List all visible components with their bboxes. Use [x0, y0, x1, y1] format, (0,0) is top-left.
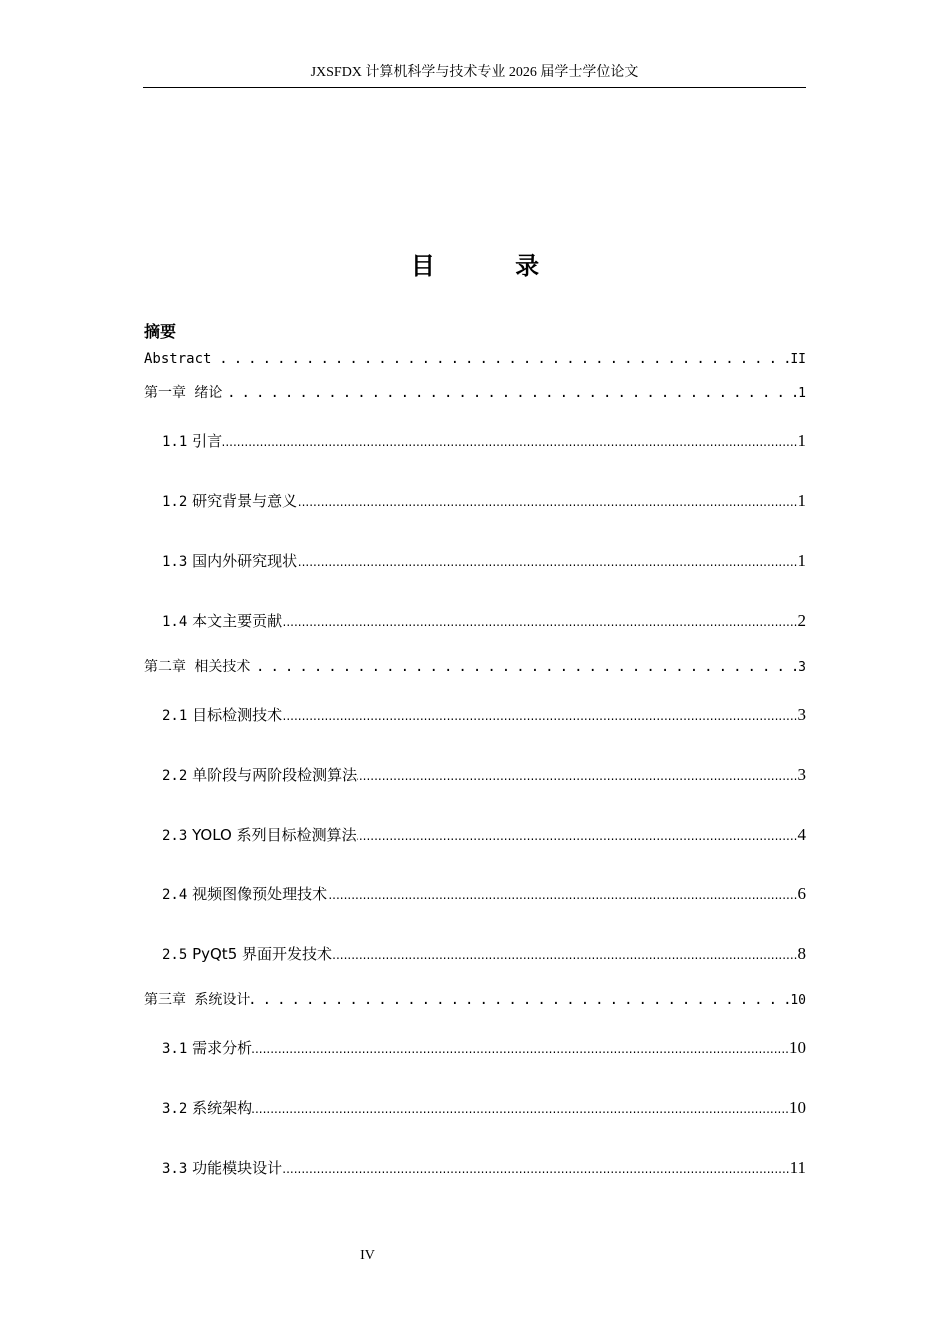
toc-entry-page: 8: [797, 944, 806, 963]
toc-chapter-entry[interactable]: [144, 350, 806, 369]
toc-entry-label: 引言: [192, 432, 223, 450]
toc-entry-label: 单阶段与两阶段检测算法: [192, 766, 358, 784]
dot-leader: [357, 765, 797, 786]
toc-entry-label: 第二章 相关技术: [144, 659, 251, 675]
toc-entry-number: 3.2: [162, 1101, 188, 1117]
toc-section-entry[interactable]: [144, 611, 806, 632]
toc-entry-page: 1: [797, 431, 806, 450]
dot-leader: [327, 884, 797, 905]
dot-leader: [222, 384, 798, 402]
dot-leader: [211, 350, 790, 368]
toc-entry-page: 3: [797, 765, 806, 784]
toc-entry-page: 10: [789, 1098, 806, 1117]
toc-entry-label: 系统架构: [192, 1099, 253, 1117]
toc-entry-label: 本文主要贡献: [192, 612, 283, 630]
toc-entry-page: 6: [797, 884, 806, 903]
toc-entry-page: 10: [790, 993, 806, 1008]
toc-entry-number: 3.1: [162, 1041, 188, 1057]
toc-entry-number: 1.2: [162, 494, 188, 510]
toc-entry-number: 2.1: [162, 708, 188, 724]
toc-chapter-entry[interactable]: [144, 384, 806, 403]
toc-chapter-entry[interactable]: [144, 658, 806, 677]
toc-entry-number: 2.3: [162, 828, 188, 844]
toc-section-entry[interactable]: [144, 884, 806, 905]
dot-leader: [282, 1158, 790, 1179]
toc-section-entry[interactable]: [144, 1158, 806, 1179]
toc-section-entry[interactable]: [144, 944, 806, 965]
toc-entry-label: YOLO 系列目标检测算法: [192, 826, 357, 844]
toc-section-entry[interactable]: [144, 551, 806, 572]
toc-section-entry[interactable]: [144, 825, 806, 846]
toc-entry-page: 2: [797, 611, 806, 630]
page-number: IV: [360, 1248, 375, 1263]
toc-entry-label: 第三章 系统设计: [144, 992, 251, 1008]
header-rule: [143, 87, 806, 88]
toc-entry-page: 11: [789, 1158, 806, 1177]
toc-entry-page: 1: [797, 551, 806, 570]
toc-title: 目 录: [410, 252, 576, 280]
toc-entry-page: 3: [798, 660, 806, 675]
toc-entry-number: 2.4: [162, 887, 188, 903]
toc-entry-label: 第一章 绪论: [144, 385, 223, 401]
dot-leader: [252, 1038, 789, 1059]
toc-entry-label: 需求分析: [192, 1039, 253, 1057]
dot-leader: [297, 551, 797, 572]
toc-entry-number: 3.3: [162, 1161, 188, 1177]
dot-leader: [332, 944, 797, 965]
toc-chapter-entry[interactable]: [144, 991, 806, 1010]
toc-entry-label: 功能模块设计: [192, 1159, 283, 1177]
toc-entry-label: 目标检测技术: [192, 706, 283, 724]
toc-entry-number: 2.2: [162, 768, 188, 784]
toc-entry-number: 1.4: [162, 614, 188, 630]
dot-leader: [252, 1098, 789, 1119]
dot-leader: [222, 431, 797, 452]
toc-entry-label: PyQt5 界面开发技术: [192, 945, 333, 963]
dot-leader: [250, 991, 790, 1009]
toc-section-entry[interactable]: [144, 705, 806, 726]
toc-entry-number: 1.3: [162, 554, 188, 570]
toc-entry-number: 2.5: [162, 947, 188, 963]
toc-entry-page: 1: [798, 386, 806, 401]
toc-entry-page: 3: [797, 705, 806, 724]
toc-entry-label: 视频图像预处理技术: [192, 885, 328, 903]
toc-entry-label: 研究背景与意义: [192, 492, 298, 510]
toc-section-entry[interactable]: [144, 431, 806, 452]
dot-leader: [357, 825, 798, 846]
toc-entry-page: 1: [797, 491, 806, 510]
running-header: JXSFDX 计算机科学与技术专业 2026 届学士学位论文: [310, 65, 639, 80]
dot-leader: [297, 491, 797, 512]
toc-section-entry[interactable]: [144, 1098, 806, 1119]
dot-leader: [282, 611, 797, 632]
toc-section-entry[interactable]: [144, 1038, 806, 1059]
toc-section-entry[interactable]: [144, 491, 806, 512]
toc-section-entry[interactable]: [144, 765, 806, 786]
toc-entry-label: 国内外研究现状: [192, 552, 298, 570]
toc-entry-page: 4: [797, 825, 806, 844]
abstract-cn-heading: 摘要: [144, 322, 177, 341]
dot-leader: [250, 658, 798, 676]
toc-entry-page: II: [790, 352, 806, 367]
toc-entry-label: Abstract: [144, 351, 212, 367]
toc-entry-page: 10: [789, 1038, 806, 1057]
dot-leader: [282, 705, 797, 726]
toc-entry-number: 1.1: [162, 434, 188, 450]
